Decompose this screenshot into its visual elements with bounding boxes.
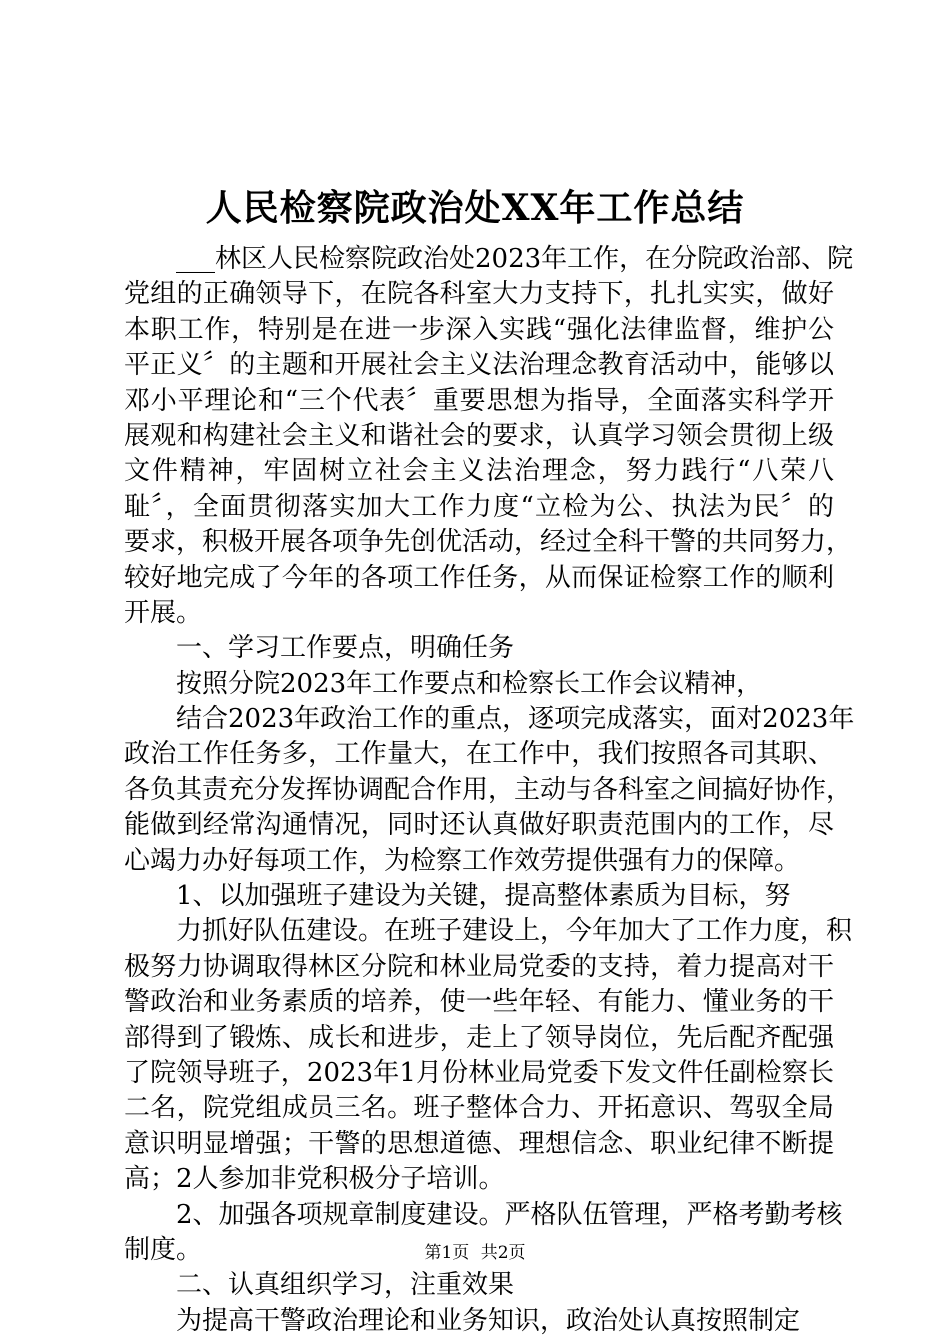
body-line: 各负其责充分发挥协调配合作用，主动与各科室之间搞好协作， (124, 774, 853, 805)
page-footer (0, 1241, 950, 1265)
body-line: 耻〞，全面贯彻落实加大工作力度“立检为公、执法为民〞的 (124, 491, 834, 522)
body-line: 平正义〞的主题和开展社会主义法治理念教育活动中，能够以 (124, 350, 834, 381)
body-line: 开展。 (124, 597, 203, 628)
body-line: 本职工作，特别是在进一步深入实践“强化法律监督，维护公 (124, 314, 834, 345)
body-line: 较好地完成了今年的各项工作任务，从而保证检察工作的顺利 (124, 562, 834, 593)
body-line: ___林区人民检察院政治处2023年工作，在分院政治部、院 (176, 244, 854, 274)
body-line: 按照分院2023年工作要点和检察长工作会议精神， (176, 668, 763, 699)
body-line: 二名，院党组成员三名。班子整体合力、开拓意识、驾驭全局 (124, 1093, 834, 1124)
body-line: 政治工作任务多，工作量大，在工作中，我们按照各司其职、 (124, 739, 834, 770)
body-line: 文件精神，牢固树立社会主义法治理念，努力践行“八荣八 (124, 456, 834, 487)
body-line: 结合2023年政治工作的重点，逐项完成落实，面对2023年 (176, 704, 855, 735)
body-line: 意识明显增强；干警的思想道德、理想信念、职业纪律不断提 (124, 1128, 834, 1159)
body-line: 党组的正确领导下，在院各科室大力支持下，扎扎实实，做好 (124, 279, 834, 310)
body-line: 心竭力办好每项工作，为检察工作效劳提供强有力的保障。 (124, 845, 801, 876)
body-line: 极努力协调取得林区分院和林业局党委的支持，着力提高对干 (124, 951, 834, 982)
document-title: 人民检察院政治处XX年工作总结 (205, 187, 745, 229)
body-line: 高；2人参加非党积极分子培训。 (124, 1164, 505, 1195)
body-line: 1、以加强班子建设为关键，提高整体素质为目标，努 (176, 881, 791, 912)
body-line: 了院领导班子，2023年1月份林业局党委下发文件任副检察长 (124, 1057, 834, 1088)
page-number: 第1页 (424, 1243, 470, 1263)
body-line: 警政治和业务素质的培养，使一些年轻、有能力、懂业务的干 (124, 987, 834, 1018)
page-total: 共2页 (480, 1243, 526, 1263)
body-line: 为提高干警政治理论和业务知识，政治处认真按照制定 (176, 1305, 801, 1336)
body-line: 制度。 (124, 1234, 203, 1265)
body-line: 邓小平理论和“三个代表〞重要思想为指导，全面落实科学开 (124, 385, 834, 416)
body-line: 部得到了锻炼、成长和进步，走上了领导岗位，先后配齐配强 (124, 1022, 834, 1053)
section-heading: 一、学习工作要点，明确任务 (176, 633, 515, 664)
body-line: 能做到经常沟通情况，同时还认真做好职责范围内的工作，尽 (124, 810, 834, 841)
body-line: 要求，积极开展各项争先创优活动，经过全科干警的共同努力， (124, 527, 853, 558)
body-line: 展观和构建社会主义和谐社会的要求，认真学习领会贯彻上级 (124, 420, 834, 451)
section-heading: 二、认真组织学习，注重效果 (176, 1270, 515, 1301)
body-line: 2、加强各项规章制度建设。严格队伍管理，严格考勤考核 (176, 1199, 843, 1230)
body-line: 力抓好队伍建设。在班子建设上，今年加大了工作力度，积 (176, 916, 853, 947)
document-body (124, 242, 855, 1339)
